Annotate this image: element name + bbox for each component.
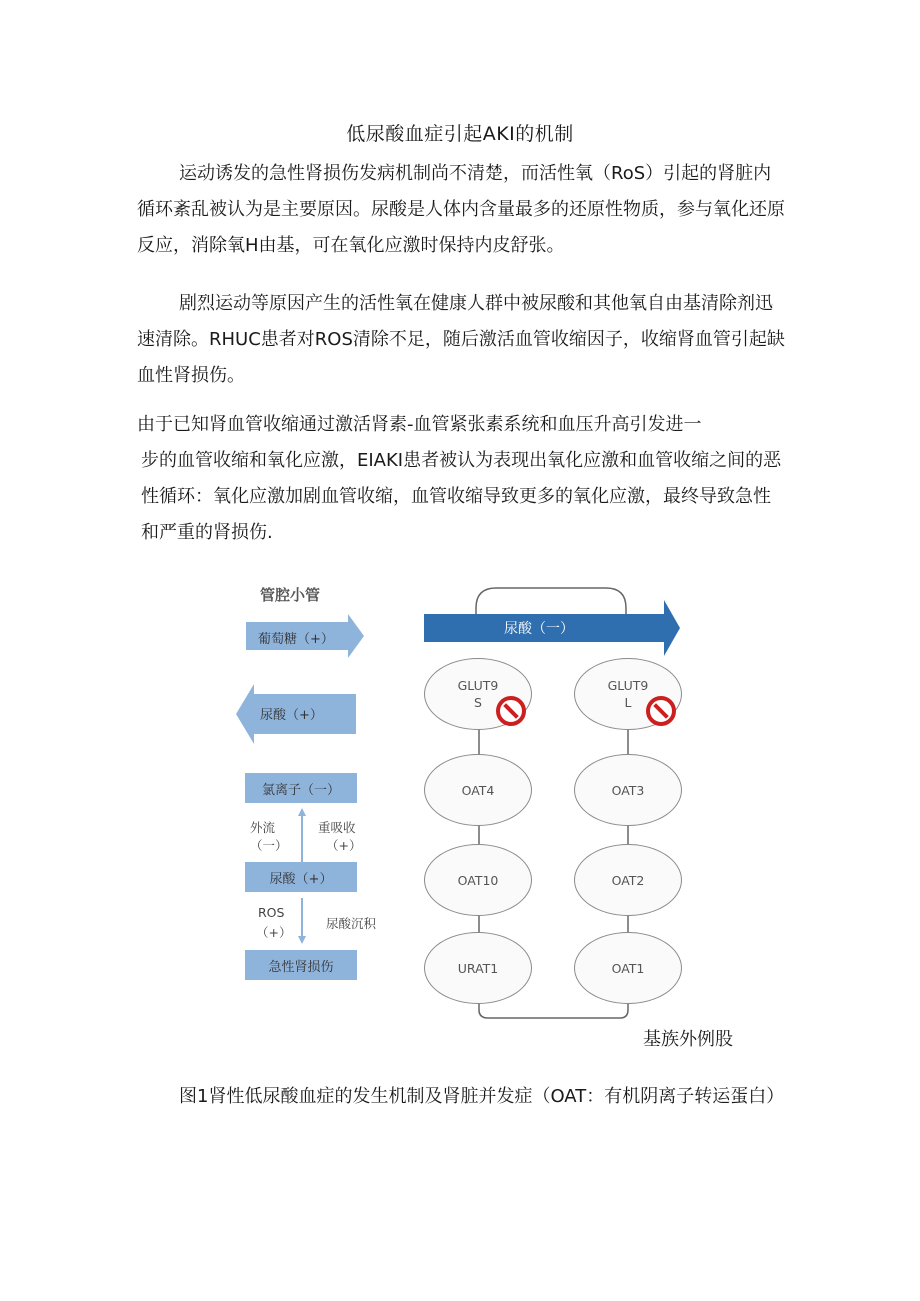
transporter-name: OAT4 xyxy=(461,782,495,798)
transporter-name: OAT1 xyxy=(611,960,645,976)
aki-box: 急性肾损伤 xyxy=(245,950,357,980)
reabsorb-label: 重吸收 xyxy=(318,820,356,835)
deposit-label: 尿酸沉积 xyxy=(326,916,377,931)
transporter-oat3 xyxy=(574,754,682,826)
transporter-sub: L xyxy=(624,695,632,710)
transporter-oat1 xyxy=(574,932,682,1004)
transporter-name: GLUT9 xyxy=(457,678,499,693)
chloride-box: 氯离子（一） xyxy=(245,773,357,803)
paragraph-3-rest: 步的血管收缩和氧化应激，EIAKI患者被认为表现出氧化应激和血管收缩之间的恶性循环：氧化应激加剧血管收缩，血管收缩导致更多的氧化应激，最终导致急性和严重的肾损伤. xyxy=(141,450,782,543)
transporter-name: GLUT9 xyxy=(607,678,649,693)
transporter-urat1 xyxy=(424,932,532,1004)
reabsorb-sign: （+） xyxy=(326,838,362,853)
ros-label: ROS xyxy=(258,905,285,920)
paragraph-3 xyxy=(137,407,787,551)
transporter-name: OAT10 xyxy=(457,872,499,888)
transporter-oat10 xyxy=(424,844,532,916)
transporter-name: OAT2 xyxy=(611,872,645,888)
figure-caption: 图1肾性低尿酸血症的发生机制及肾脏并发症（OAT：有机阴离子转运蛋白） xyxy=(179,1086,785,1107)
lumen-label: 管腔小管 xyxy=(260,586,321,604)
basolateral-label: 基族外例股 xyxy=(643,1029,733,1050)
page-title: 低尿酸血症引起AKI的机制 xyxy=(346,123,574,145)
urate-top-label: 尿酸（一） xyxy=(504,621,574,637)
paragraph-2: 剧烈运动等原因产生的活性氧在健康人群中被尿酸和其他氧自由基清除剂迅速清除。RHUC患者对ROS清除不足，随后激活血管收缩因子，收缩肾血管引起缺血性肾损伤。 xyxy=(137,293,785,386)
transporter-oat4 xyxy=(424,754,532,826)
urate-left-label: 尿酸（+） xyxy=(260,708,323,723)
transporter-name: OAT3 xyxy=(611,782,645,798)
mechanism-figure xyxy=(228,578,698,1023)
paragraph-3-first-line: 由于已知肾血管收缩通过激活肾素-血管紧张素系统和血压升高引发进一 xyxy=(137,414,702,435)
urate-box: 尿酸（+） xyxy=(245,862,357,892)
paragraph-1: 运动诱发的急性肾损伤发病机制尚不清楚，而活性氧（RoS）引起的肾脏内循环紊乱被认为是主要原因。尿酸是人体内含量最多的还原性物质，参与氧化还原反应，消除氧H由基，可在氧化应激时保持内皮舒张。 xyxy=(137,163,785,256)
glucose-arrow-label: 葡萄糖（+） xyxy=(258,632,334,647)
transporter-sub: S xyxy=(474,695,482,710)
ros-sign: （+） xyxy=(256,925,292,940)
transporter-oat2 xyxy=(574,844,682,916)
efflux-label: 外流 xyxy=(250,820,276,835)
block-icon xyxy=(646,696,676,726)
transporter-name: URAT1 xyxy=(457,960,499,976)
efflux-sign: （一） xyxy=(250,838,288,853)
block-icon xyxy=(496,696,526,726)
